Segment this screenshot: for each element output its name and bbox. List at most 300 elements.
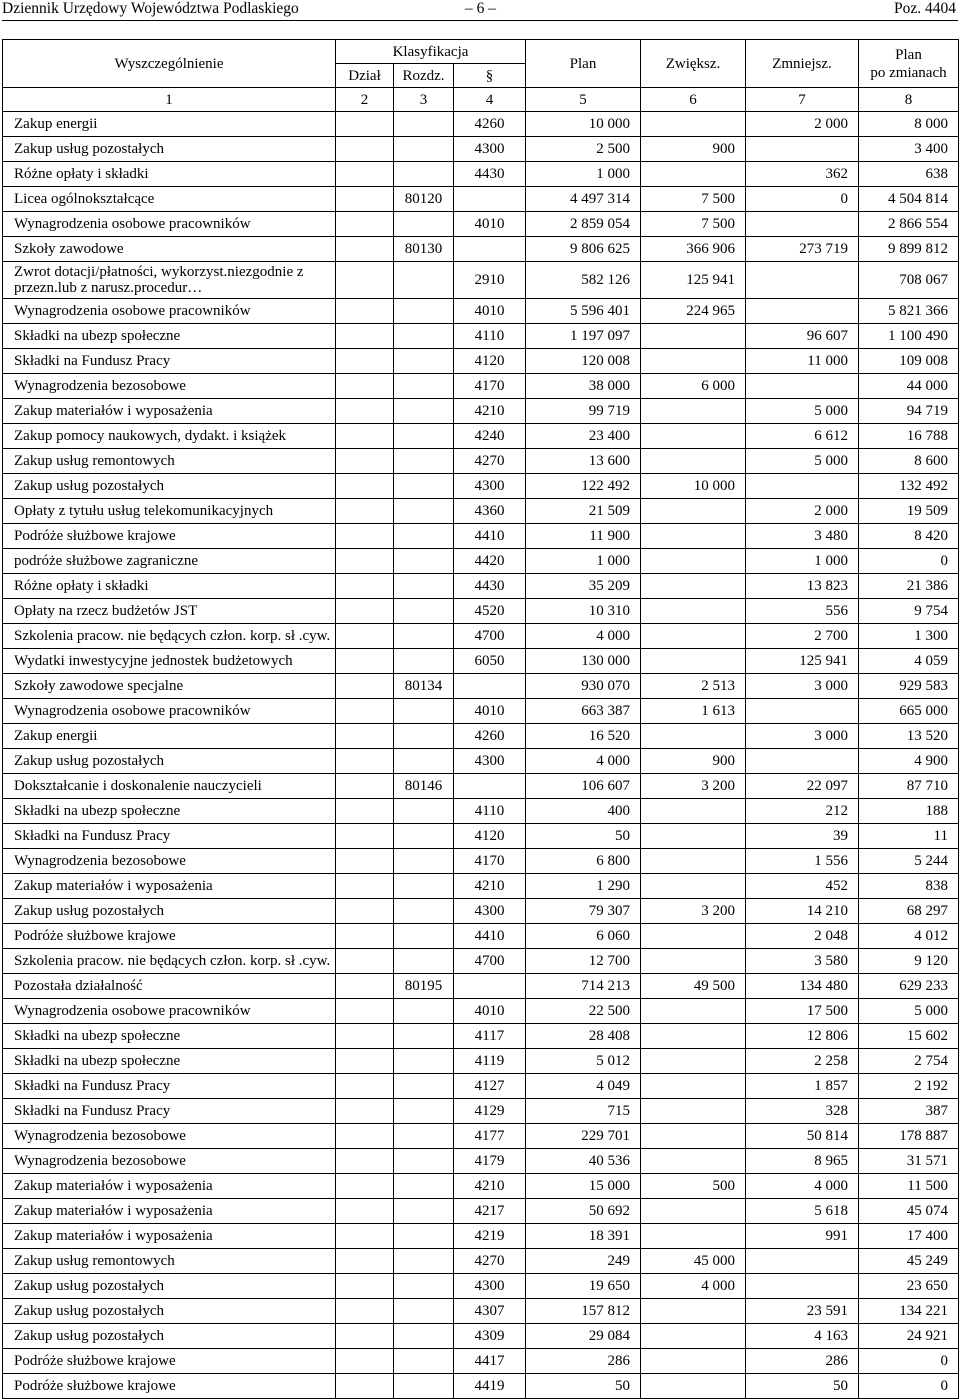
table-row [3, 1049, 959, 1074]
plan-cell: 16 520 [526, 724, 641, 749]
rozdzial-cell [394, 849, 454, 874]
table-row [3, 162, 959, 187]
plan-cell: 1 000 [526, 162, 641, 187]
increase-cell [641, 874, 746, 899]
budget-table [2, 39, 959, 1399]
plan-cell: 4 000 [526, 749, 641, 774]
paragraph-cell [454, 774, 526, 799]
plan-cell: 715 [526, 1099, 641, 1124]
col-header-plan-after-line1: Plan [895, 46, 922, 63]
plan-cell: 9 806 625 [526, 237, 641, 262]
dzial-cell [336, 849, 394, 874]
dzial-cell [336, 674, 394, 699]
rozdzial-cell [394, 949, 454, 974]
increase-cell [641, 1124, 746, 1149]
plan-after-cell: 24 921 [859, 1324, 959, 1349]
increase-cell: 7 500 [641, 212, 746, 237]
paragraph-cell: 4260 [454, 724, 526, 749]
col-header-plan-after-line2: po zmianach [870, 64, 947, 81]
increase-cell [641, 1349, 746, 1374]
paragraph-cell: 4300 [454, 749, 526, 774]
increase-cell [641, 824, 746, 849]
increase-cell [641, 399, 746, 424]
dzial-cell [336, 474, 394, 499]
dzial-cell [336, 499, 394, 524]
paragraph-cell: 4010 [454, 212, 526, 237]
row-name: Podróże służbowe krajowe [3, 524, 336, 549]
paragraph-cell: 4520 [454, 599, 526, 624]
row-name: Różne opłaty i składki [3, 574, 336, 599]
plan-after-cell: 15 602 [859, 1024, 959, 1049]
increase-cell: 7 500 [641, 187, 746, 212]
decrease-cell [746, 299, 859, 324]
plan-cell: 50 [526, 1374, 641, 1399]
plan-after-cell: 8 420 [859, 524, 959, 549]
decrease-cell: 12 806 [746, 1024, 859, 1049]
increase-cell [641, 524, 746, 549]
plan-after-cell: 1 300 [859, 624, 959, 649]
dzial-cell [336, 262, 394, 299]
plan-after-cell: 134 221 [859, 1299, 959, 1324]
decrease-cell: 1 556 [746, 849, 859, 874]
plan-after-cell: 13 520 [859, 724, 959, 749]
row-name: Wynagrodzenia bezosobowe [3, 1124, 336, 1149]
increase-cell [641, 924, 746, 949]
decrease-cell: 212 [746, 799, 859, 824]
table-row [3, 1324, 959, 1349]
increase-cell: 224 965 [641, 299, 746, 324]
rozdzial-cell [394, 499, 454, 524]
paragraph-cell: 4217 [454, 1199, 526, 1224]
dzial-cell [336, 874, 394, 899]
column-number: 3 [394, 88, 454, 112]
plan-after-cell: 2 192 [859, 1074, 959, 1099]
plan-cell: 1 000 [526, 549, 641, 574]
plan-cell: 5 012 [526, 1049, 641, 1074]
rozdzial-cell [394, 399, 454, 424]
table-row [3, 1349, 959, 1374]
plan-cell: 106 607 [526, 774, 641, 799]
increase-cell [641, 162, 746, 187]
decrease-cell: 134 480 [746, 974, 859, 999]
table-row [3, 1074, 959, 1099]
table-row [3, 349, 959, 374]
table-row [3, 187, 959, 212]
increase-cell [641, 449, 746, 474]
paragraph-cell: 4307 [454, 1299, 526, 1324]
table-row [3, 237, 959, 262]
decrease-cell: 5 000 [746, 449, 859, 474]
dzial-cell [336, 349, 394, 374]
table-row [3, 724, 959, 749]
rozdzial-cell [394, 162, 454, 187]
decrease-cell: 17 500 [746, 999, 859, 1024]
rozdzial-cell [394, 324, 454, 349]
rozdzial-cell [394, 212, 454, 237]
rozdzial-cell: 80146 [394, 774, 454, 799]
paragraph-cell: 4270 [454, 449, 526, 474]
increase-cell [641, 599, 746, 624]
decrease-cell: 6 612 [746, 424, 859, 449]
paragraph-cell: 2910 [454, 262, 526, 299]
increase-cell [641, 649, 746, 674]
plan-cell: 11 900 [526, 524, 641, 549]
plan-after-cell: 708 067 [859, 262, 959, 299]
table-row [3, 574, 959, 599]
plan-cell: 4 000 [526, 624, 641, 649]
plan-cell: 29 084 [526, 1324, 641, 1349]
paragraph-cell: 4430 [454, 162, 526, 187]
plan-cell: 1 197 097 [526, 324, 641, 349]
dzial-cell [336, 549, 394, 574]
rozdzial-cell [394, 699, 454, 724]
paragraph-cell: 4210 [454, 874, 526, 899]
plan-after-cell: 17 400 [859, 1224, 959, 1249]
increase-cell: 900 [641, 749, 746, 774]
col-header-plan: Plan [526, 40, 641, 88]
row-name: Wynagrodzenia osobowe pracowników [3, 699, 336, 724]
decrease-cell: 2 048 [746, 924, 859, 949]
rozdzial-cell [394, 749, 454, 774]
increase-cell [641, 1374, 746, 1399]
position-number: Poz. 4404 [894, 0, 956, 17]
paragraph-cell: 4179 [454, 1149, 526, 1174]
increase-cell: 4 000 [641, 1274, 746, 1299]
dzial-cell [336, 649, 394, 674]
table-row [3, 749, 959, 774]
row-name: Szkolenia pracow. nie będących człon. korp. sł .cyw. [3, 949, 336, 974]
plan-cell: 22 500 [526, 999, 641, 1024]
table-row [3, 799, 959, 824]
increase-cell [641, 799, 746, 824]
col-header-paragraph: § [454, 64, 526, 88]
rozdzial-cell [394, 137, 454, 162]
col-header-increase: Zwiększ. [641, 40, 746, 88]
table-row [3, 599, 959, 624]
table-row [3, 1124, 959, 1149]
decrease-cell: 4 000 [746, 1174, 859, 1199]
increase-cell: 2 513 [641, 674, 746, 699]
plan-after-cell: 16 788 [859, 424, 959, 449]
paragraph-cell: 4120 [454, 349, 526, 374]
plan-after-cell: 94 719 [859, 399, 959, 424]
dzial-cell [336, 599, 394, 624]
paragraph-cell: 4300 [454, 899, 526, 924]
increase-cell [641, 324, 746, 349]
dzial-cell [336, 1224, 394, 1249]
plan-after-cell: 4 504 814 [859, 187, 959, 212]
decrease-cell: 96 607 [746, 324, 859, 349]
plan-after-cell: 5 821 366 [859, 299, 959, 324]
table-row [3, 1299, 959, 1324]
dzial-cell [336, 424, 394, 449]
increase-cell [641, 624, 746, 649]
row-name: Składki na ubezp społeczne [3, 324, 336, 349]
rozdzial-cell [394, 262, 454, 299]
increase-cell [641, 1149, 746, 1174]
rozdzial-cell [394, 724, 454, 749]
row-name: Zakup usług pozostałych [3, 474, 336, 499]
plan-after-cell: 44 000 [859, 374, 959, 399]
row-name: Składki na Fundusz Pracy [3, 824, 336, 849]
row-name: Różne opłaty i składki [3, 162, 336, 187]
plan-cell: 1 290 [526, 874, 641, 899]
increase-cell [641, 724, 746, 749]
rozdzial-cell [394, 899, 454, 924]
increase-cell [641, 1299, 746, 1324]
row-name: Zakup materiałów i wyposażenia [3, 874, 336, 899]
rozdzial-cell [394, 1199, 454, 1224]
dzial-cell [336, 137, 394, 162]
dzial-cell [336, 449, 394, 474]
dzial-cell [336, 824, 394, 849]
increase-cell [641, 849, 746, 874]
row-name: Zakup usług pozostałych [3, 1324, 336, 1349]
decrease-cell: 3 580 [746, 949, 859, 974]
plan-cell: 930 070 [526, 674, 641, 699]
plan-after-cell: 45 249 [859, 1249, 959, 1274]
plan-after-cell: 3 400 [859, 137, 959, 162]
page-number: – 6 – [465, 0, 496, 17]
plan-cell: 21 509 [526, 499, 641, 524]
table-row [3, 1024, 959, 1049]
row-name: Opłaty z tytułu usług telekomunikacyjnych [3, 499, 336, 524]
row-name: Zakup materiałów i wyposażenia [3, 1199, 336, 1224]
row-name: Wynagrodzenia osobowe pracowników [3, 299, 336, 324]
dzial-cell [336, 1349, 394, 1374]
decrease-cell: 50 814 [746, 1124, 859, 1149]
decrease-cell: 328 [746, 1099, 859, 1124]
dzial-cell [336, 212, 394, 237]
rozdzial-cell [394, 549, 454, 574]
row-name: Zakup materiałów i wyposażenia [3, 399, 336, 424]
decrease-cell: 2 000 [746, 112, 859, 137]
column-number: 8 [859, 88, 959, 112]
increase-cell: 500 [641, 1174, 746, 1199]
dzial-cell [336, 1099, 394, 1124]
increase-cell: 3 200 [641, 899, 746, 924]
rozdzial-cell [394, 349, 454, 374]
table-row [3, 262, 959, 299]
dzial-cell [336, 524, 394, 549]
rozdzial-cell [394, 449, 454, 474]
rozdzial-cell [394, 874, 454, 899]
plan-cell: 35 209 [526, 574, 641, 599]
decrease-cell [746, 1249, 859, 1274]
row-name: Zwrot dotacji/płatności, wykorzyst.niezgodnie z przezn.lub z narusz.procedur… [3, 262, 336, 299]
column-numbers-row [3, 88, 959, 112]
plan-cell: 38 000 [526, 374, 641, 399]
plan-after-cell: 0 [859, 1349, 959, 1374]
plan-after-cell: 2 866 554 [859, 212, 959, 237]
paragraph-cell: 4219 [454, 1224, 526, 1249]
paragraph-cell: 4417 [454, 1349, 526, 1374]
rozdzial-cell [394, 574, 454, 599]
row-name: Wynagrodzenia bezosobowe [3, 1149, 336, 1174]
dzial-cell [336, 187, 394, 212]
paragraph-cell: 4300 [454, 1274, 526, 1299]
plan-cell: 15 000 [526, 1174, 641, 1199]
plan-after-cell: 0 [859, 549, 959, 574]
rozdzial-cell: 80195 [394, 974, 454, 999]
table-row [3, 299, 959, 324]
decrease-cell [746, 262, 859, 299]
decrease-cell: 3 000 [746, 724, 859, 749]
rozdzial-cell [394, 1324, 454, 1349]
paragraph-cell: 4410 [454, 524, 526, 549]
rozdzial-cell [394, 1024, 454, 1049]
increase-cell [641, 1049, 746, 1074]
paragraph-cell: 4240 [454, 424, 526, 449]
row-name: podróże służbowe zagraniczne [3, 549, 336, 574]
row-name: Składki na ubezp społeczne [3, 1049, 336, 1074]
decrease-cell: 8 965 [746, 1149, 859, 1174]
dzial-cell [336, 324, 394, 349]
column-number: 7 [746, 88, 859, 112]
increase-cell [641, 549, 746, 574]
plan-after-cell: 8 600 [859, 449, 959, 474]
plan-after-cell: 9 754 [859, 599, 959, 624]
table-row [3, 624, 959, 649]
row-name: Zakup materiałów i wyposażenia [3, 1224, 336, 1249]
decrease-cell: 5 000 [746, 399, 859, 424]
dzial-cell [336, 1174, 394, 1199]
table-row [3, 674, 959, 699]
plan-cell: 400 [526, 799, 641, 824]
decrease-cell [746, 137, 859, 162]
plan-cell: 23 400 [526, 424, 641, 449]
dzial-cell [336, 1124, 394, 1149]
dzial-cell [336, 999, 394, 1024]
dzial-cell [336, 112, 394, 137]
table-row [3, 1199, 959, 1224]
plan-cell: 19 650 [526, 1274, 641, 1299]
col-header-name: Wyszczególnienie [3, 40, 336, 88]
rozdzial-cell [394, 1124, 454, 1149]
paragraph-cell [454, 187, 526, 212]
dzial-cell [336, 974, 394, 999]
plan-after-cell: 132 492 [859, 474, 959, 499]
increase-cell [641, 574, 746, 599]
paragraph-cell: 4700 [454, 624, 526, 649]
plan-after-cell: 5 000 [859, 999, 959, 1024]
paragraph-cell: 4300 [454, 474, 526, 499]
column-number: 6 [641, 88, 746, 112]
row-name: Składki na Fundusz Pracy [3, 1099, 336, 1124]
rozdzial-cell [394, 299, 454, 324]
paragraph-cell [454, 974, 526, 999]
decrease-cell: 3 000 [746, 674, 859, 699]
table-row [3, 1224, 959, 1249]
table-row [3, 924, 959, 949]
paragraph-cell: 4300 [454, 137, 526, 162]
row-name: Zakup usług pozostałych [3, 749, 336, 774]
row-name: Zakup materiałów i wyposażenia [3, 1174, 336, 1199]
paragraph-cell: 4170 [454, 849, 526, 874]
paragraph-cell: 4210 [454, 1174, 526, 1199]
table-row [3, 774, 959, 799]
increase-cell [641, 999, 746, 1024]
increase-cell [641, 349, 746, 374]
plan-cell: 79 307 [526, 899, 641, 924]
table-row [3, 874, 959, 899]
paragraph-cell: 4430 [454, 574, 526, 599]
decrease-cell [746, 1274, 859, 1299]
dzial-cell [336, 1199, 394, 1224]
plan-after-cell: 665 000 [859, 699, 959, 724]
plan-after-cell: 31 571 [859, 1149, 959, 1174]
paragraph-cell: 4110 [454, 324, 526, 349]
plan-cell: 122 492 [526, 474, 641, 499]
plan-cell: 5 596 401 [526, 299, 641, 324]
table-row [3, 1174, 959, 1199]
increase-cell: 125 941 [641, 262, 746, 299]
decrease-cell [746, 212, 859, 237]
increase-cell: 6 000 [641, 374, 746, 399]
decrease-cell: 2 258 [746, 1049, 859, 1074]
rozdzial-cell: 80134 [394, 674, 454, 699]
table-row [3, 137, 959, 162]
rozdzial-cell [394, 1274, 454, 1299]
plan-cell: 28 408 [526, 1024, 641, 1049]
increase-cell [641, 1199, 746, 1224]
rozdzial-cell [394, 474, 454, 499]
plan-cell: 4 049 [526, 1074, 641, 1099]
increase-cell: 900 [641, 137, 746, 162]
row-name: Dokształcanie i doskonalenie nauczycieli [3, 774, 336, 799]
decrease-cell: 1 857 [746, 1074, 859, 1099]
plan-cell: 714 213 [526, 974, 641, 999]
plan-after-cell: 629 233 [859, 974, 959, 999]
dzial-cell [336, 374, 394, 399]
plan-cell: 99 719 [526, 399, 641, 424]
decrease-cell: 273 719 [746, 237, 859, 262]
plan-after-cell: 188 [859, 799, 959, 824]
plan-cell: 40 536 [526, 1149, 641, 1174]
row-name: Zakup energii [3, 112, 336, 137]
rozdzial-cell [394, 112, 454, 137]
decrease-cell: 2 700 [746, 624, 859, 649]
row-name: Składki na Fundusz Pracy [3, 1074, 336, 1099]
plan-cell: 582 126 [526, 262, 641, 299]
table-row [3, 524, 959, 549]
row-name: Pozostała działalność [3, 974, 336, 999]
paragraph-cell [454, 674, 526, 699]
paragraph-cell: 4210 [454, 399, 526, 424]
dzial-cell [336, 1024, 394, 1049]
increase-cell [641, 1074, 746, 1099]
increase-cell [641, 499, 746, 524]
rozdzial-cell [394, 999, 454, 1024]
plan-after-cell: 4 900 [859, 749, 959, 774]
plan-cell: 2 859 054 [526, 212, 641, 237]
paragraph-cell: 4110 [454, 799, 526, 824]
dzial-cell [336, 949, 394, 974]
paragraph-cell: 4309 [454, 1324, 526, 1349]
paragraph-cell: 4010 [454, 699, 526, 724]
decrease-cell: 286 [746, 1349, 859, 1374]
rozdzial-cell [394, 524, 454, 549]
rozdzial-cell [394, 1174, 454, 1199]
rozdzial-cell [394, 424, 454, 449]
decrease-cell [746, 699, 859, 724]
table-row [3, 1149, 959, 1174]
rozdzial-cell [394, 1349, 454, 1374]
plan-cell: 2 500 [526, 137, 641, 162]
row-name: Opłaty na rzecz budżetów JST [3, 599, 336, 624]
increase-cell [641, 1024, 746, 1049]
col-header-dzial: Dział [336, 64, 394, 88]
